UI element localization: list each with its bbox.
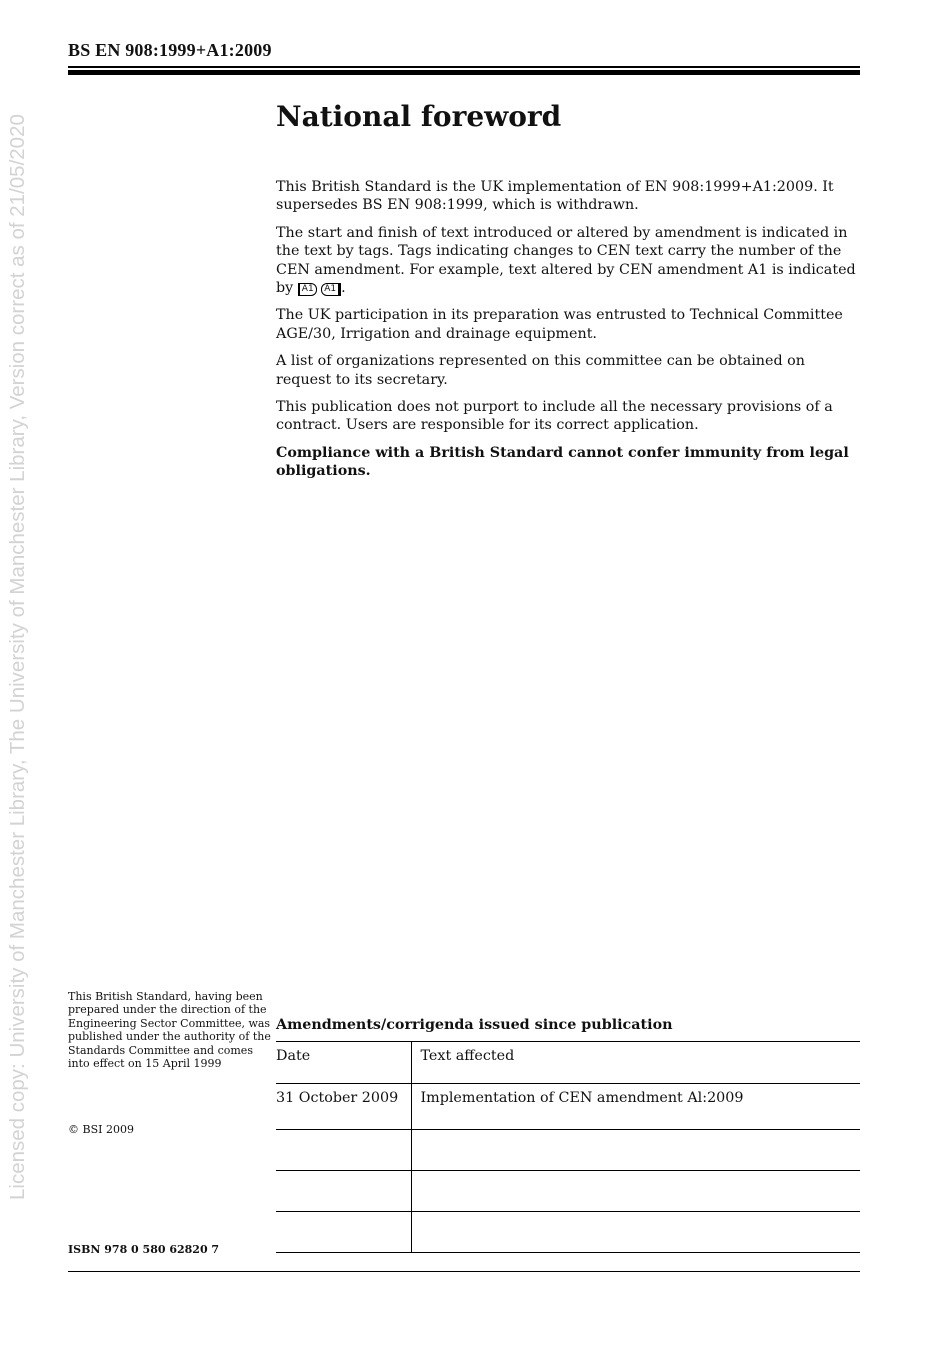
table-row [276, 1084, 860, 1130]
paragraph-amendment-tags-end: . [341, 280, 346, 297]
foreword-body [276, 178, 856, 490]
amendment-end-tag-icon: A1 [321, 283, 341, 296]
table-header-row [276, 1042, 860, 1084]
paragraph-amendment-tags [276, 224, 856, 298]
table-row [276, 1171, 860, 1212]
header-date: Date [276, 1042, 411, 1084]
paragraph-amendment-tags-text: The start and finish of text introduced or altered by amendment is indicated in the text by tags. Tags indicating changes to CEN text carry the number of the CEN amendment. For example, text altered by CEN amendment A1 is indicated by [276, 224, 856, 297]
copyright-notice: © BSI 2009 [68, 1123, 134, 1136]
paragraph-provisions: This publication does not purport to include all the necessary provisions of a contract. Users are responsible for its correct application. [276, 399, 833, 434]
row-date-empty [276, 1130, 411, 1171]
table-row [276, 1130, 860, 1171]
row-text-empty [411, 1212, 860, 1253]
row-text-empty [411, 1171, 860, 1212]
document-code-header: BS EN 908:1999+A1:2009 [68, 40, 272, 60]
row-date-empty [276, 1171, 411, 1212]
amendments-table [276, 1041, 860, 1253]
publication-note: This British Standard, having been prepared under the direction of the Engineering Sector Committee, was published under the authority of the Standards Committee and comes into effect on 15 April 1999 [68, 990, 271, 1071]
row-date: 31 October 2009 [276, 1084, 411, 1130]
page-title: National foreword [276, 100, 562, 133]
amendments-title: Amendments/corrigenda issued since publication [276, 1017, 673, 1033]
paragraph-implementation: This British Standard is the UK implementation of EN 908:1999+A1:2009. It supersedes BS EN 908:1999, which is withdrawn. [276, 179, 834, 214]
row-date-empty [276, 1212, 411, 1253]
paragraph-organizations: A list of organizations represented on this committee can be obtained on request to its secretary. [276, 353, 805, 388]
isbn-number: ISBN 978 0 580 62820 7 [68, 1243, 220, 1256]
paragraph-compliance: Compliance with a British Standard cannot confer immunity from legal obligations. [276, 444, 849, 480]
table-row [276, 1212, 860, 1253]
amendment-start-tag-icon: A1 [298, 283, 317, 296]
header-rule-thick [68, 70, 860, 75]
header-rule-thin [68, 66, 860, 68]
header-text-affected: Text affected [411, 1042, 860, 1084]
footer-rule [68, 1271, 860, 1272]
paragraph-committee: The UK participation in its preparation was entrusted to Technical Committee AGE/30, Irrigation and drainage equipment. [276, 307, 843, 342]
row-text-affected: Implementation of CEN amendment Al:2009 [411, 1084, 860, 1130]
license-watermark: Licensed copy: University of Manchester Library, The University of Manchester Library, Version correct as of 21/05/2020 [6, 114, 29, 1200]
row-text-empty [411, 1130, 860, 1171]
